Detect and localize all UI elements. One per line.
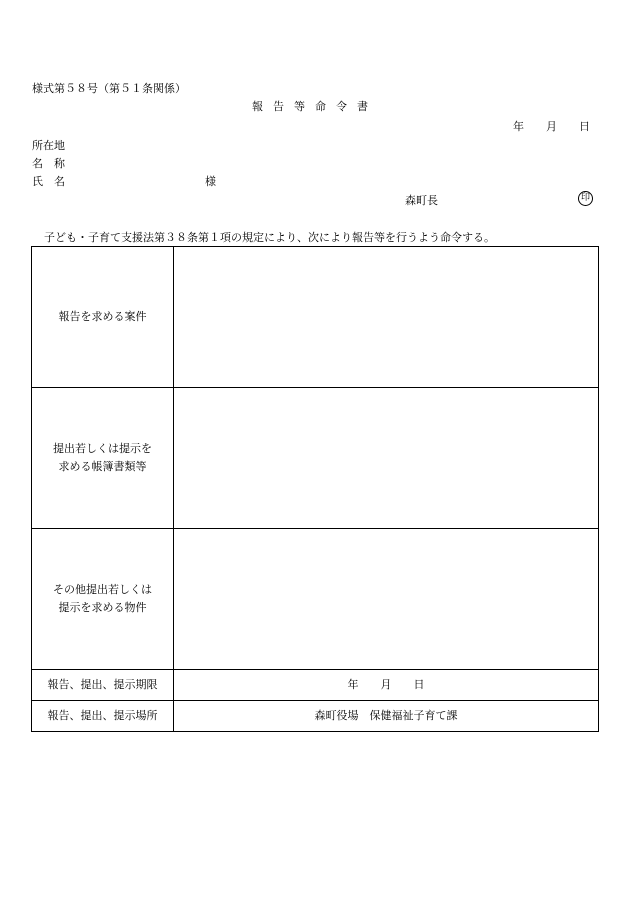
deadline-label: 報告、提出、提示期限: [32, 670, 174, 701]
document-title: 報告等命令書: [252, 100, 378, 113]
row-label: [32, 388, 174, 529]
row-label-line: 求める帳簿書類等: [58, 460, 147, 473]
form-number: 様式第５８号（第５１条関係）: [32, 82, 186, 95]
issue-date-day: 日: [579, 120, 590, 133]
deadline-row: [32, 670, 599, 701]
seal-mark: 印: [578, 191, 593, 206]
person-label: 氏 名: [32, 175, 65, 188]
deadline-value[interactable]: [174, 670, 599, 701]
deadline-month: 月: [380, 678, 392, 692]
row-label-line: 提示を求める物件: [58, 601, 147, 614]
name-label: 名 称: [32, 157, 65, 170]
row-value[interactable]: [174, 388, 599, 529]
row-label: [32, 247, 174, 388]
row-label-line: 提出若しくは提示を: [53, 442, 152, 456]
address-label: 所在地: [32, 139, 65, 152]
honorific: 様: [205, 175, 216, 188]
place-row: [32, 701, 599, 732]
deadline-day: 日: [413, 678, 425, 692]
place-value[interactable]: 森町役場 保健福祉子育て課: [174, 701, 599, 732]
row-label: [32, 529, 174, 670]
order-text: 子ども・子育て支援法第３８条第１項の規定により、次により報告等を行うよう命令する。: [44, 231, 495, 244]
issue-date-year: 年: [513, 120, 524, 133]
row-label-line: 報告を求める案件: [58, 310, 147, 324]
row-value[interactable]: [174, 529, 599, 670]
order-table: [31, 246, 599, 732]
place-label: 報告、提出、提示場所: [32, 701, 174, 732]
table-row: [32, 388, 599, 529]
deadline-year: 年: [347, 678, 359, 692]
issue-date-month: 月: [546, 120, 557, 133]
issue-date: [513, 121, 590, 132]
row-label-line: その他提出若しくは: [53, 583, 152, 597]
table-row: [32, 529, 599, 670]
table-row: [32, 247, 599, 388]
row-value[interactable]: [174, 247, 599, 388]
issuer-title: 森町長: [405, 194, 438, 207]
